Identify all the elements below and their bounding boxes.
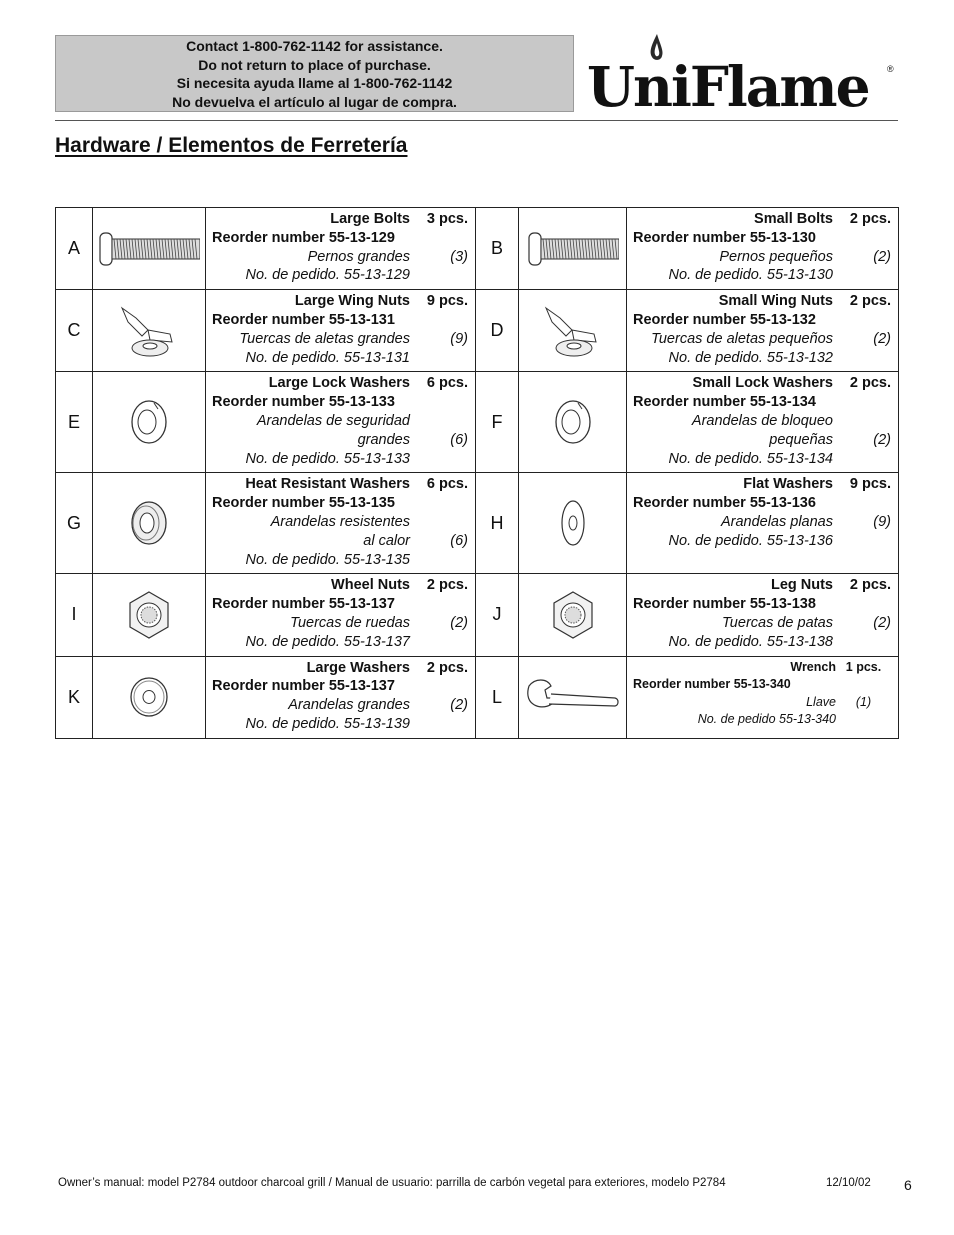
part-illustration (519, 574, 627, 656)
flat-washer-icon (519, 494, 626, 552)
part-quantity: 6 pcs. (426, 476, 468, 493)
part-description (627, 208, 899, 290)
part-description (206, 208, 476, 290)
spanish-quantity: (2) (873, 248, 891, 265)
leg-nut-icon (519, 588, 626, 642)
pedido-number: No. de pedido. 55-13-130 (668, 267, 833, 284)
spanish-quantity: (6) (450, 532, 468, 549)
part-illustration (519, 656, 627, 738)
part-letter: A (56, 208, 93, 290)
assistance-notice (55, 35, 574, 112)
table-row (56, 656, 899, 738)
table-row (56, 290, 899, 372)
spanish-quantity: (2) (873, 330, 891, 347)
part-letter: B (476, 208, 519, 290)
part-quantity: 9 pcs. (426, 293, 468, 310)
pedido-number: No. de pedido. 55-13-138 (668, 633, 833, 650)
reorder-number: Reorder number 55-13-134 (633, 394, 816, 411)
spanish-name: al calor (363, 532, 410, 549)
spanish-name: Pernos pequeños (719, 248, 833, 265)
part-illustration (519, 372, 627, 473)
spanish-name: Tuercas de aletas grandes (239, 330, 410, 347)
part-description (627, 656, 899, 738)
part-letter: E (56, 372, 93, 473)
notice-line: Contact 1-800-762-1142 for assistance. (186, 38, 443, 54)
spanish-name: grandes (357, 431, 410, 448)
spanish-quantity: (2) (873, 431, 891, 448)
part-letter: I (56, 574, 93, 656)
spanish-quantity: (3) (450, 248, 468, 265)
spanish-quantity: (1) (855, 694, 872, 709)
notice-line: No devuelva el artículo al lugar de compra. (172, 93, 457, 110)
large-lock-washer-icon (93, 395, 205, 449)
pedido-number: No. de pedido. 55-13-139 (245, 715, 410, 732)
page-number: 6 (904, 1177, 912, 1193)
part-quantity: 9 pcs. (849, 476, 891, 493)
part-illustration (93, 656, 206, 738)
footer-date: 12/10/02 (826, 1177, 871, 1189)
reorder-number: Reorder number 55-13-138 (633, 596, 816, 613)
reorder-number: Reorder number 55-13-137 (212, 678, 395, 695)
part-name: Small Bolts (754, 211, 833, 227)
spanish-quantity (410, 513, 468, 532)
hardware-table (55, 207, 899, 739)
pedido-number: No. de pedido. 55-13-131 (245, 349, 410, 366)
table-row (56, 372, 899, 473)
part-quantity: 6 pcs. (426, 375, 468, 392)
part-letter: K (56, 656, 93, 738)
pedido-number: No. de pedido. 55-13-135 (245, 551, 410, 568)
part-illustration (93, 473, 206, 574)
wheel-nut-icon (93, 588, 205, 642)
part-name: Large Washers (306, 659, 410, 676)
part-description (206, 290, 476, 372)
svg-text:®: ® (887, 64, 894, 74)
reorder-number: Reorder number 55-13-132 (633, 311, 816, 328)
pedido-number: No. de pedido. 55-13-136 (668, 532, 833, 549)
part-illustration (93, 574, 206, 656)
part-letter: F (476, 372, 519, 473)
header-rule (55, 120, 898, 121)
spanish-name: pequeñas (769, 431, 833, 448)
notice-line: Si necesita ayuda llame al 1-800-762-1142 (176, 75, 453, 91)
part-name: Leg Nuts (770, 577, 833, 594)
reorder-number: Reorder number 55-13-129 (212, 229, 395, 246)
part-description (206, 574, 476, 656)
part-quantity: 2 pcs. (426, 659, 468, 676)
part-name: Small Lock Washers (692, 375, 833, 392)
page-title: Hardware / Elementos de Ferretería (55, 134, 408, 157)
part-letter: C (56, 290, 93, 372)
large-wing-nut-icon (93, 300, 205, 362)
spanish-name: Arandelas planas (720, 513, 833, 530)
notice-line: Do not return to place of purchase. (198, 56, 431, 73)
part-description (627, 574, 899, 656)
spanish-quantity: (2) (450, 614, 468, 631)
part-letter: D (476, 290, 519, 372)
pedido-number: No. de pedido. 55-13-129 (245, 267, 410, 284)
part-description (206, 372, 476, 473)
reorder-number: Reorder number 55-13-340 (633, 677, 791, 692)
part-letter: J (476, 574, 519, 656)
part-illustration (519, 473, 627, 574)
spanish-name: Pernos grandes (307, 248, 410, 265)
large-bolt-icon (93, 229, 205, 269)
spanish-quantity: (2) (450, 697, 468, 714)
small-lock-washer-icon (519, 395, 626, 449)
part-quantity: 2 pcs. (849, 211, 891, 227)
spanish-quantity (410, 412, 468, 431)
spanish-quantity: (9) (450, 330, 468, 347)
spanish-name: Tuercas de aletas pequeños (651, 330, 833, 347)
part-name: Small Wing Nuts (718, 293, 833, 310)
reorder-number: Reorder number 55-13-137 (212, 596, 395, 613)
part-description (627, 372, 899, 473)
spanish-quantity: (2) (873, 614, 891, 631)
part-illustration (93, 208, 206, 290)
wrench-icon (519, 676, 626, 718)
spanish-name: Tuercas de patas (722, 614, 833, 631)
part-quantity: 2 pcs. (426, 577, 468, 594)
part-name: Flat Washers (743, 476, 833, 493)
part-letter: L (476, 656, 519, 738)
part-name: Wheel Nuts (331, 577, 410, 594)
part-description (627, 473, 899, 574)
reorder-number: Reorder number 55-13-133 (212, 394, 395, 411)
uniflame-logo (585, 30, 897, 114)
part-description (206, 473, 476, 574)
part-name: Large Bolts (330, 211, 410, 227)
part-illustration (519, 290, 627, 372)
part-quantity: 3 pcs. (426, 211, 468, 227)
reorder-number: Reorder number 55-13-131 (212, 311, 395, 328)
part-description (627, 290, 899, 372)
spanish-quantity: (9) (873, 513, 891, 530)
part-description (206, 656, 476, 738)
part-quantity: 2 pcs. (849, 375, 891, 392)
part-name: Large Lock Washers (268, 375, 410, 392)
large-washer-icon (93, 672, 205, 722)
spanish-name: Arandelas de bloqueo (691, 412, 833, 429)
heat-resistant-washer-icon (93, 496, 205, 550)
spanish-quantity (833, 412, 891, 431)
table-row (56, 574, 899, 656)
reorder-number: Reorder number 55-13-136 (633, 495, 816, 512)
reorder-number: Reorder number 55-13-135 (212, 495, 395, 512)
spanish-name: Arandelas grandes (288, 697, 410, 714)
spanish-name: Arandelas resistentes (270, 513, 410, 530)
part-illustration (93, 372, 206, 473)
table-row (56, 473, 899, 574)
table-row (56, 208, 899, 290)
pedido-number: No. de pedido. 55-13-133 (245, 450, 410, 467)
svg-text:UniFlame: UniFlame (587, 54, 869, 114)
spanish-quantity: (6) (450, 431, 468, 448)
pedido-number: No. de pedido. 55-13-134 (668, 450, 833, 467)
part-illustration (93, 290, 206, 372)
small-wing-nut-icon (519, 300, 626, 362)
part-quantity: 2 pcs. (849, 293, 891, 310)
flame-icon (585, 30, 897, 114)
footer-manual: Owner’s manual: model P2784 outdoor charcoal grill / Manual de usuario: parrilla de carbón vegetal para exteriores, modelo P2784 (58, 1177, 726, 1189)
spanish-name: Llave (806, 694, 836, 709)
part-letter: G (56, 473, 93, 574)
small-bolt-icon (519, 229, 626, 269)
spanish-name: Tuercas de ruedas (290, 614, 410, 631)
spanish-name: Arandelas de seguridad (256, 412, 410, 429)
part-name: Wrench (790, 659, 836, 674)
reorder-number: Reorder number 55-13-130 (633, 229, 816, 246)
part-letter: H (476, 473, 519, 574)
pedido-number: No. de pedido 55-13-340 (697, 712, 836, 727)
part-name: Large Wing Nuts (294, 293, 410, 310)
part-quantity: 2 pcs. (849, 577, 891, 594)
part-illustration (519, 208, 627, 290)
part-name: Heat Resistant Washers (245, 476, 410, 493)
part-quantity: 1 pcs. (845, 659, 882, 674)
pedido-number: No. de pedido. 55-13-132 (668, 349, 833, 366)
pedido-number: No. de pedido. 55-13-137 (245, 633, 410, 650)
